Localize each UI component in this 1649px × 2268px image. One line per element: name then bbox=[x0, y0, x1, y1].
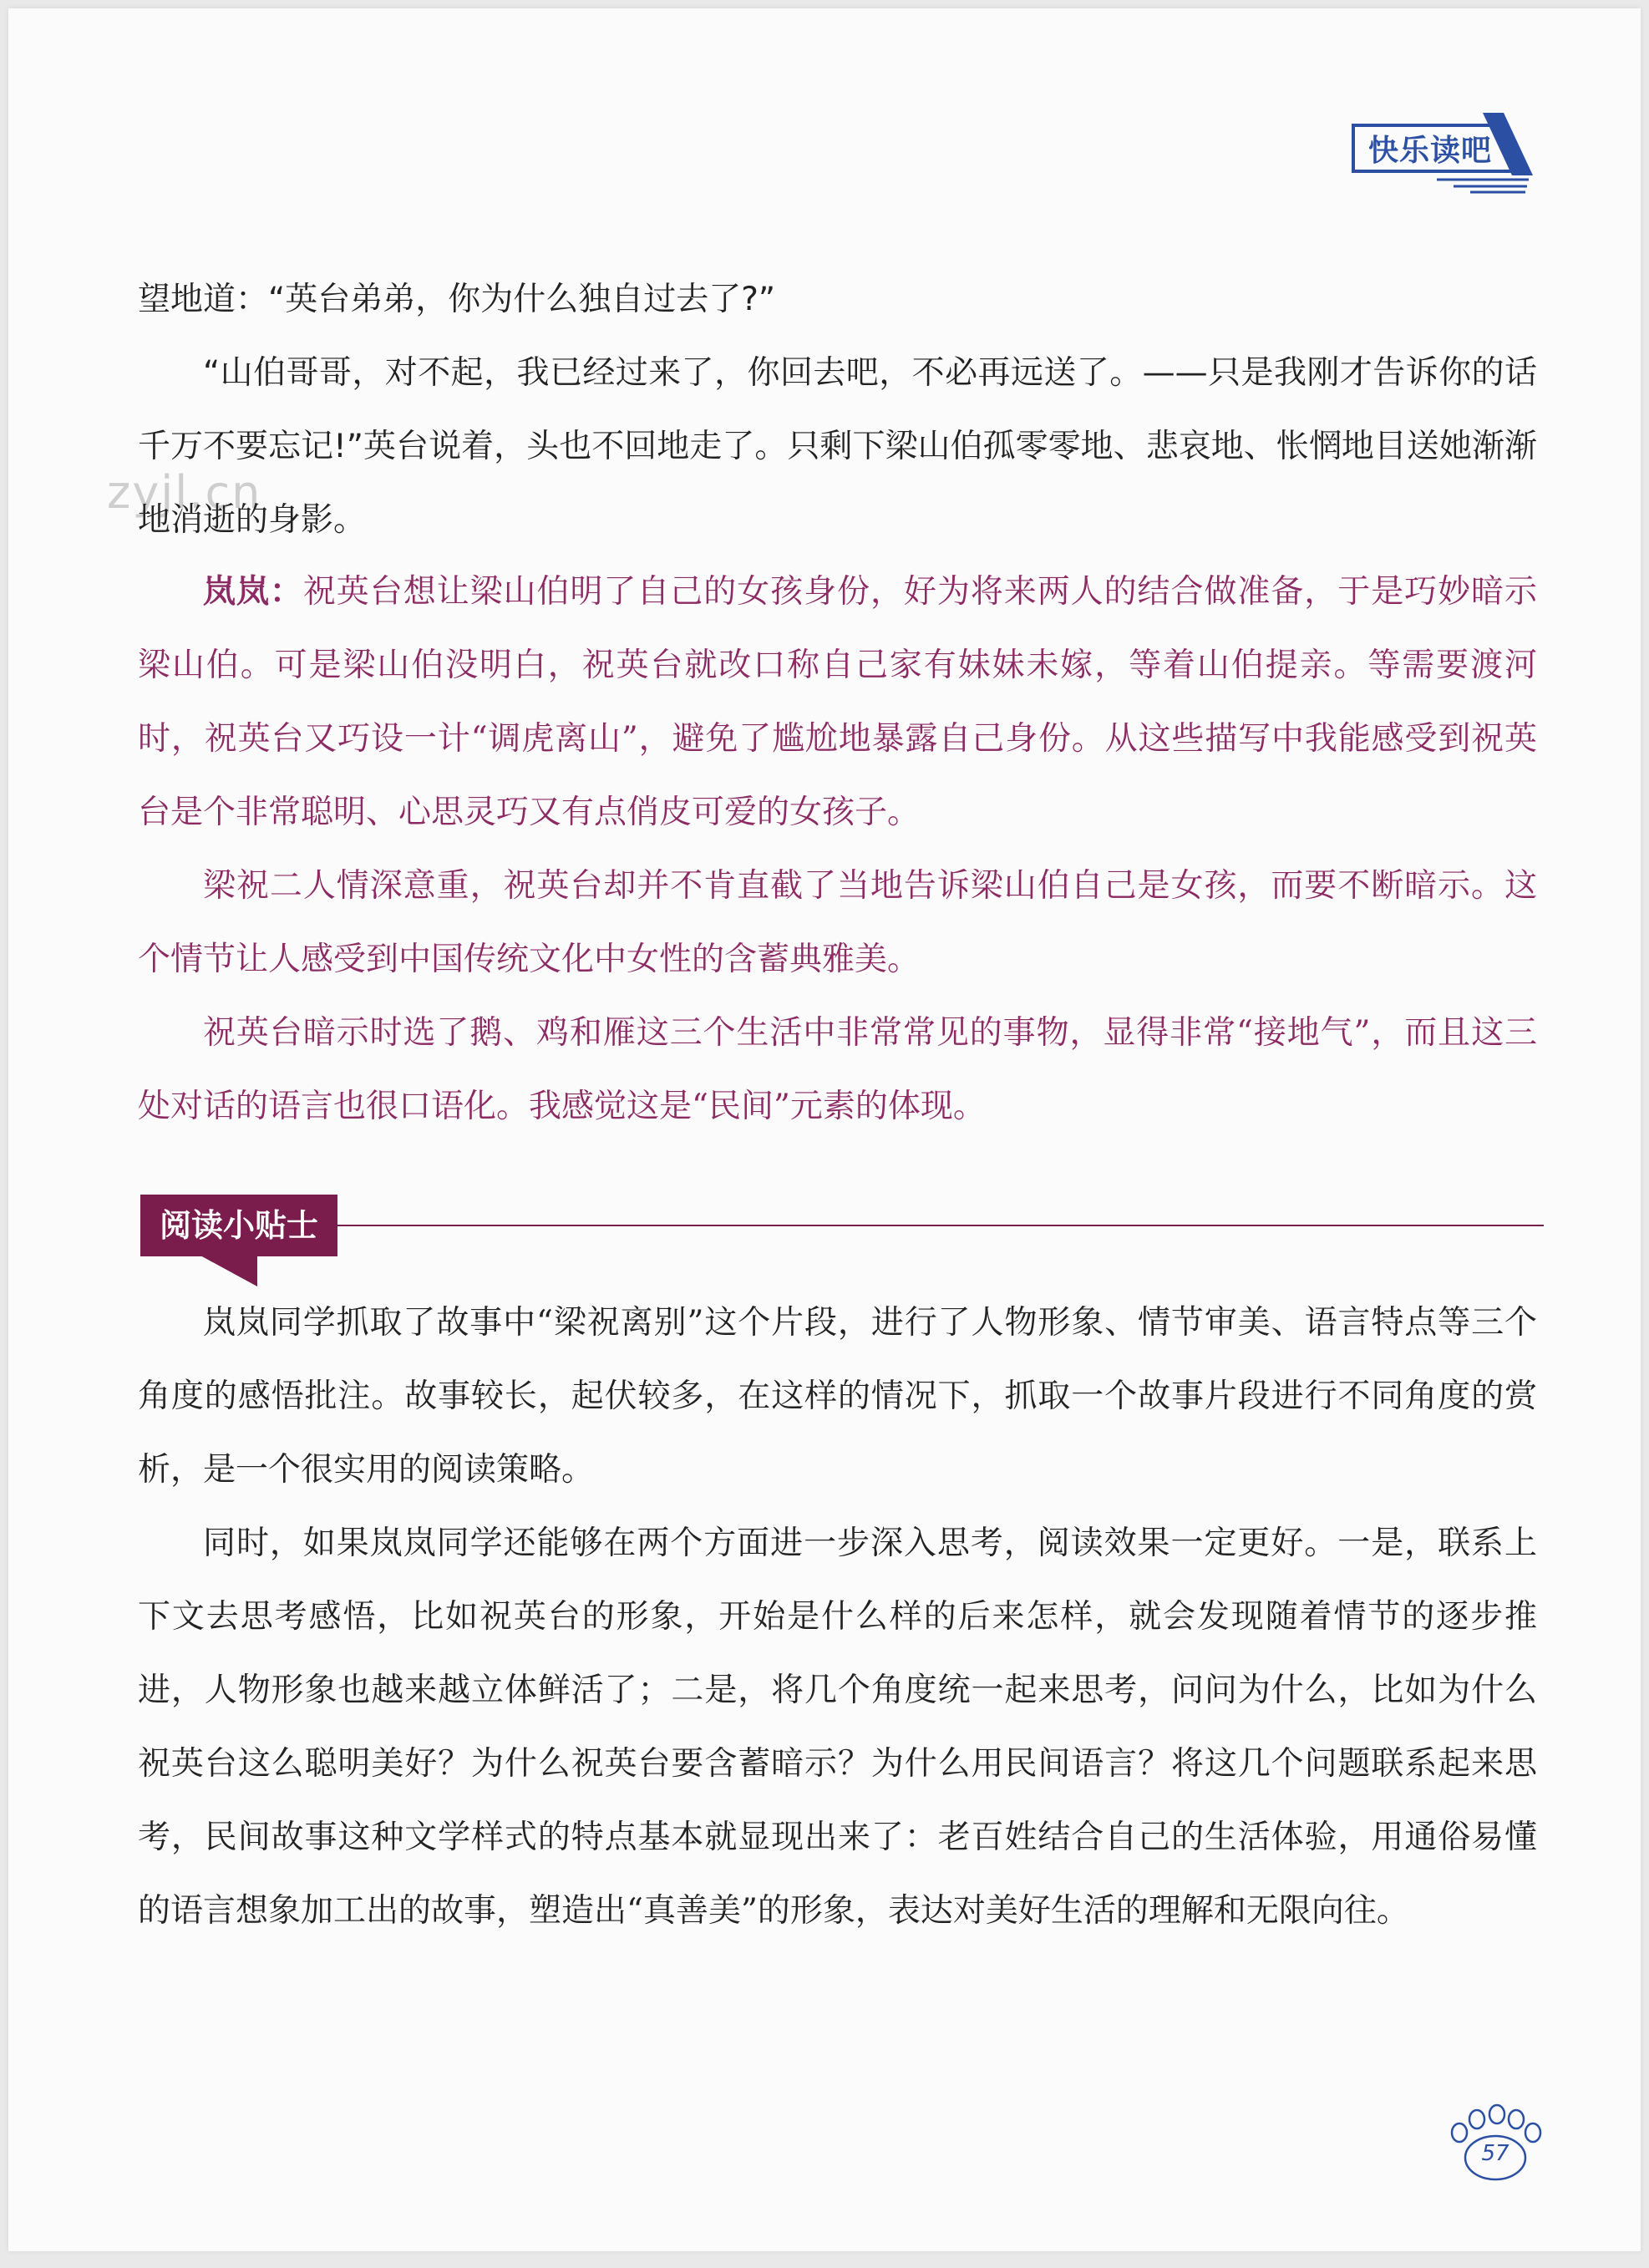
story-text bbox=[138, 263, 1537, 557]
tips-paragraph: 同时，如果岚岚同学还能够在两个方面进一步深入思考，阅读效果一定更好。一是，联系上下文去思考感悟，比如祝英台的形象，开始是什么样的后来怎样，就会发现随着情节的逐步推进，人物形象也越来越立体鲜活了；二是，将几个角度统一起来思考，问问为什么，比如为什么祝英台这么聪明美好？为什么祝英台要含蓄暗示？为什么用民间语言？将这几个问题联系起来思考，民间故事这种文学样式的特点基本就显现出来了：老百姓结合自己的生活体验，用通俗易懂的语言想象加工出的故事，塑造出“真善美”的形象，表达对美好生活的理解和无限向往。 bbox=[138, 1525, 1537, 1930]
comment-text: 祝英台想让梁山伯明了自己的女孩身份，好为将来两人的结合做准备，于是巧妙暗示梁山伯。可是梁山伯没明白，祝英台就改口称自己家有妹妹未嫁，等着山伯提亲。等需要渡河时，祝英台又巧设一计“调虎离山”，避免了尴尬地暴露自己身份。从这些描写中我能感受到祝英台是个非常聪明、心思灵巧又有点俏皮可爱的女孩子。 bbox=[138, 573, 1537, 831]
banner-tail-icon bbox=[199, 1255, 257, 1288]
story-paragraph: “山伯哥哥，对不起，我已经过来了，你回去吧，不必再远送了。——只是我刚才告诉你的话千万不要忘记!”英台说着，头也不回地走了。只剩下梁山伯孤零零地、悲哀地、怅惘地目送她渐渐地消逝的身影。 bbox=[138, 354, 1537, 539]
comment-paragraph: 梁祝二人情深意重，祝英台却并不肯直截了当地告诉梁山伯自己是女孩，而要不断暗示。这个情节让人感受到中国传统文化中女性的含蓄典雅美。 bbox=[138, 867, 1537, 978]
tips-banner bbox=[140, 1195, 1544, 1291]
tips-text bbox=[138, 1286, 1537, 1948]
page-number: 57 bbox=[1481, 2141, 1509, 2166]
tips-divider bbox=[337, 1225, 1544, 1226]
page-number-badge bbox=[1441, 2101, 1550, 2184]
comment-paragraph bbox=[138, 556, 1537, 850]
watermark: zyjl.cn bbox=[107, 466, 262, 519]
tips-label: 阅读小贴士 bbox=[140, 1195, 337, 1256]
reader-comment bbox=[138, 556, 1537, 1144]
section-title: 快乐读吧 bbox=[1368, 134, 1493, 168]
story-paragraph: 望地道：“英台弟弟，你为什么独自过去了?” bbox=[138, 281, 776, 318]
tips-paragraph: 岚岚同学抓取了故事中“梁祝离别”这个片段，进行了人物形象、情节审美、语言特点等三个角度的感悟批注。故事较长，起伏较多，在这样的情况下，抓取一个故事片段进行不同角度的赏析，是一个很实用的阅读策略。 bbox=[138, 1304, 1537, 1489]
comment-paragraph: 祝英台暗示时选了鹅、鸡和雁这三个生活中非常常见的事物，显得非常“接地气”，而且这三处对话的语言也很口语化。我感觉这是“民间”元素的体现。 bbox=[138, 1014, 1537, 1125]
section-header bbox=[1337, 109, 1537, 196]
book-page bbox=[8, 8, 1641, 2251]
comment-speaker: 岚岚： bbox=[203, 573, 303, 611]
